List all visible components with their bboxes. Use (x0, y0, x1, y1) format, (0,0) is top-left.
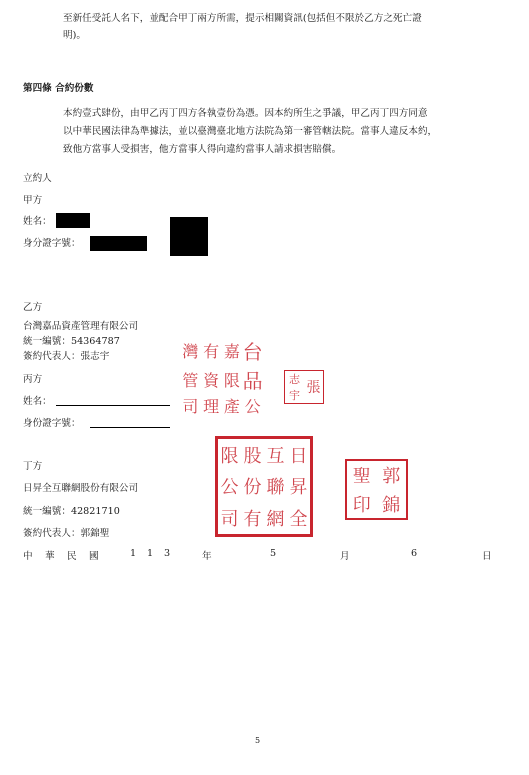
party-d-company: 日昇全互聯網股份有限公司 (23, 483, 139, 494)
signing-date (0, 548, 529, 562)
redacted-seal (170, 217, 208, 256)
party-b-title: 乙方 (23, 302, 43, 313)
date-year-digit-1: 1 (130, 548, 137, 559)
party-c-name-line (56, 405, 170, 406)
seal-char: 郭 (382, 466, 401, 488)
redacted-name (56, 213, 90, 228)
seal-char: 股 (243, 445, 262, 467)
article-body-line-2: 以中華民國法律為準據法，並以臺灣臺北地方法院為第一審管轄法院。當事人違反本約， (63, 126, 438, 137)
date-month: 5 (270, 548, 277, 559)
seal-char: 聯 (266, 477, 285, 499)
date-hua: 華 (45, 551, 55, 562)
party-d-rep: 簽約代表人：郭錦聖 (23, 528, 110, 539)
article-title: 第四條 合約份數 (23, 83, 94, 94)
party-d-tax-id: 統一編號：42821710 (23, 506, 120, 517)
date-year-digit-3: 3 (164, 548, 171, 559)
seal-char: 限 (220, 445, 239, 467)
party-a-id-label: 身分證字號： (23, 238, 81, 249)
seal-char: 產 (223, 397, 240, 416)
seal-char: 理 (203, 397, 220, 416)
seal-char: 聖 (352, 466, 371, 488)
seal-char: 全 (289, 509, 308, 531)
seal-char: 互 (266, 445, 285, 467)
date-day: 6 (411, 548, 418, 559)
party-c-id-label: 身份證字號： (23, 418, 81, 429)
party-d-company-seal (215, 436, 313, 537)
date-nian: 年 (202, 551, 212, 562)
party-a-name-label: 姓名： (23, 216, 52, 227)
date-zhong: 中 (23, 551, 33, 562)
seal-char: 日 (289, 445, 308, 467)
seal-char: 有 (243, 509, 262, 531)
article-body-line-1: 本約壹式肆份，由甲乙丙丁四方各執壹份為憑。因本約所生之爭議，甲乙丙丁四方同意 (63, 108, 428, 119)
party-b-tax-id: 統一編號：54364787 (23, 336, 120, 347)
seal-char: 司 (220, 509, 239, 531)
date-ri: 日 (482, 551, 492, 562)
seal-char: 資 (203, 371, 220, 390)
intro-line-1: 至新任受託人名下，並配合甲丁兩方所需，提示相關資訊(包括但不限於乙方之死亡證 (63, 13, 422, 24)
party-b-company-seal (180, 336, 263, 416)
seal-char: 有 (203, 342, 220, 361)
seal-char: 昇 (289, 477, 308, 499)
seal-char: 公 (244, 397, 261, 416)
party-c-id-line (90, 427, 170, 428)
party-a-title: 甲方 (23, 195, 43, 206)
seal-char: 公 (220, 477, 239, 499)
seal-char: 台 (242, 340, 263, 364)
seal-char: 限 (223, 371, 240, 390)
page-number: 5 (255, 736, 261, 745)
party-c-title: 丙方 (23, 374, 43, 385)
seal-char: 志 (289, 373, 300, 386)
intro-line-2: 明)。 (63, 30, 86, 41)
seal-char: 錦 (382, 494, 401, 516)
date-min: 民 (67, 551, 77, 562)
date-yue: 月 (340, 551, 350, 562)
redacted-id-number (90, 236, 147, 251)
seal-char: 網 (266, 509, 285, 531)
party-b-company: 台灣嘉品資產管理有限公司 (23, 321, 139, 332)
seal-char: 灣 (182, 342, 199, 361)
party-b-rep-seal (284, 370, 324, 404)
party-d-title: 丁方 (23, 461, 43, 472)
seal-char: 印 (352, 494, 371, 516)
party-c-name-label: 姓名： (23, 396, 52, 407)
signatories-label: 立約人 (23, 173, 52, 184)
seal-char: 宇 (289, 389, 300, 402)
seal-char: 嘉 (223, 342, 240, 361)
seal-char: 張 (306, 380, 321, 396)
article-body-line-3: 致他方當事人受損害，他方當事人得向違約當事人請求損害賠償。 (63, 144, 342, 155)
seal-char: 司 (182, 397, 199, 416)
party-d-rep-seal (345, 459, 408, 520)
seal-char: 管 (182, 371, 199, 390)
seal-char: 份 (243, 477, 262, 499)
party-b-rep: 簽約代表人：張志宇 (23, 351, 110, 362)
date-year-digit-2: 1 (147, 548, 154, 559)
seal-char: 品 (242, 369, 263, 393)
date-guo: 國 (89, 551, 99, 562)
